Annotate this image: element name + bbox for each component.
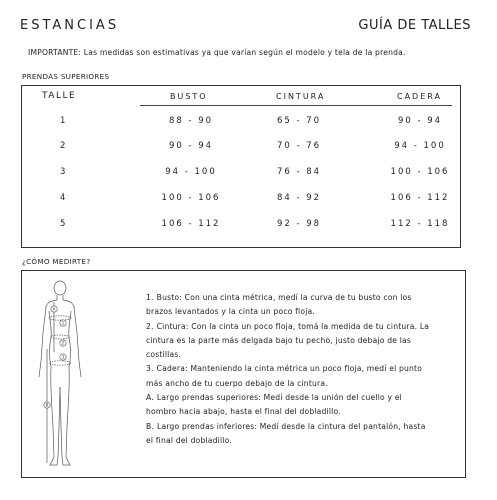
table-cell-busto: 94 - 100 xyxy=(165,167,217,177)
header-cintura: CINTURA xyxy=(276,92,326,101)
table-cell-busto: 88 - 90 xyxy=(168,116,214,126)
instruction-line xyxy=(146,320,460,334)
page-title: GUÍA DE TALLES xyxy=(358,18,471,33)
measure-guide xyxy=(21,270,466,478)
upper-section-label: PRENDAS SUPERIORES xyxy=(22,72,110,81)
instruction-line xyxy=(146,420,460,434)
figure-label-b: B xyxy=(45,402,49,408)
instruction-number: B. xyxy=(146,421,155,431)
instruction-number: 1. xyxy=(146,293,154,302)
table-cell-cintura: 70 - 76 xyxy=(276,141,322,151)
table-cell-cadera: 100 - 106 xyxy=(390,167,450,177)
body-figure-illustration xyxy=(30,277,130,473)
table-cell-cintura: 92 - 98 xyxy=(276,219,322,229)
table-cell-talle: 1 xyxy=(60,116,68,126)
instruction-text: Cadera: Manteniendo la cinta métrica un poco floja, medí el punto xyxy=(156,364,423,374)
size-table xyxy=(21,85,461,248)
instruction-text: Largo prendas superiores: Medí desde la unión del cuello y el xyxy=(156,393,402,403)
table-cell-talle: 5 xyxy=(60,219,68,229)
table-cell-talle: 2 xyxy=(60,141,68,151)
instruction-line: brazos levantados y la cinta un poco floja. xyxy=(146,307,315,317)
figure-label-2: 2 xyxy=(61,340,65,346)
instruction-text: Busto: Con una cinta métrica, medí la curva de tu busto con los xyxy=(156,293,412,302)
header-cadera: CADERA xyxy=(397,92,442,101)
instruction-line xyxy=(146,362,460,376)
header-busto: BUSTO xyxy=(170,92,208,101)
figure-label-a: A xyxy=(52,306,56,312)
instruction-line: costillas. xyxy=(146,350,182,360)
instruction-text: Cintura: Con la cinta un poco floja, tomá la medida de tu cintura. La xyxy=(156,321,430,331)
table-cell-cadera: 112 - 118 xyxy=(390,219,450,229)
instruction-line: cintura es la parte más delgada bajo tu pecho, justo debajo de las xyxy=(146,335,412,345)
instruction-line: más ancho de tu cuerpo debajo de la cintura. xyxy=(146,378,328,388)
table-cell-busto: 106 - 112 xyxy=(161,219,221,229)
instruction-line: el final del dobladillo. xyxy=(146,435,232,445)
table-cell-cintura: 76 - 84 xyxy=(276,167,322,177)
instruction-number: 3. xyxy=(146,364,154,374)
table-cell-talle: 3 xyxy=(60,167,68,177)
table-cell-busto: 100 - 106 xyxy=(161,193,221,203)
instruction-number: 2. xyxy=(146,321,154,331)
instruction-line: hombro hacia abajo, hasta el final del dobladillo. xyxy=(146,407,341,417)
instruction-line xyxy=(146,391,460,405)
table-cell-cadera: 90 - 94 xyxy=(397,116,443,126)
table-cell-busto: 90 - 94 xyxy=(168,141,214,151)
instruction-number: A. xyxy=(146,393,154,403)
figure-label-1: 1 xyxy=(61,320,65,326)
brand-logo: ESTANCIAS xyxy=(20,18,120,33)
figure-label-3: 3 xyxy=(61,354,65,360)
table-cell-cadera: 106 - 112 xyxy=(390,193,450,203)
header-divider xyxy=(140,105,452,106)
table-cell-cadera: 94 - 100 xyxy=(394,141,446,151)
important-note: IMPORTANTE: Las medidas son estimativas ya que varían según el modelo y tela de la prenda. xyxy=(28,48,406,57)
table-cell-cintura: 84 - 92 xyxy=(276,193,322,203)
header-talle: TALLE xyxy=(42,91,77,101)
instruction-line xyxy=(146,291,460,305)
instructions-list xyxy=(146,291,460,448)
how-section-label: ¿CÓMO MEDIRTE? xyxy=(22,257,91,266)
table-cell-talle: 4 xyxy=(60,193,68,203)
instruction-text: Largo prendas inferiores: Medí desde la cintura del pantalón, hasta xyxy=(157,421,426,431)
table-cell-cintura: 65 - 70 xyxy=(276,116,322,126)
